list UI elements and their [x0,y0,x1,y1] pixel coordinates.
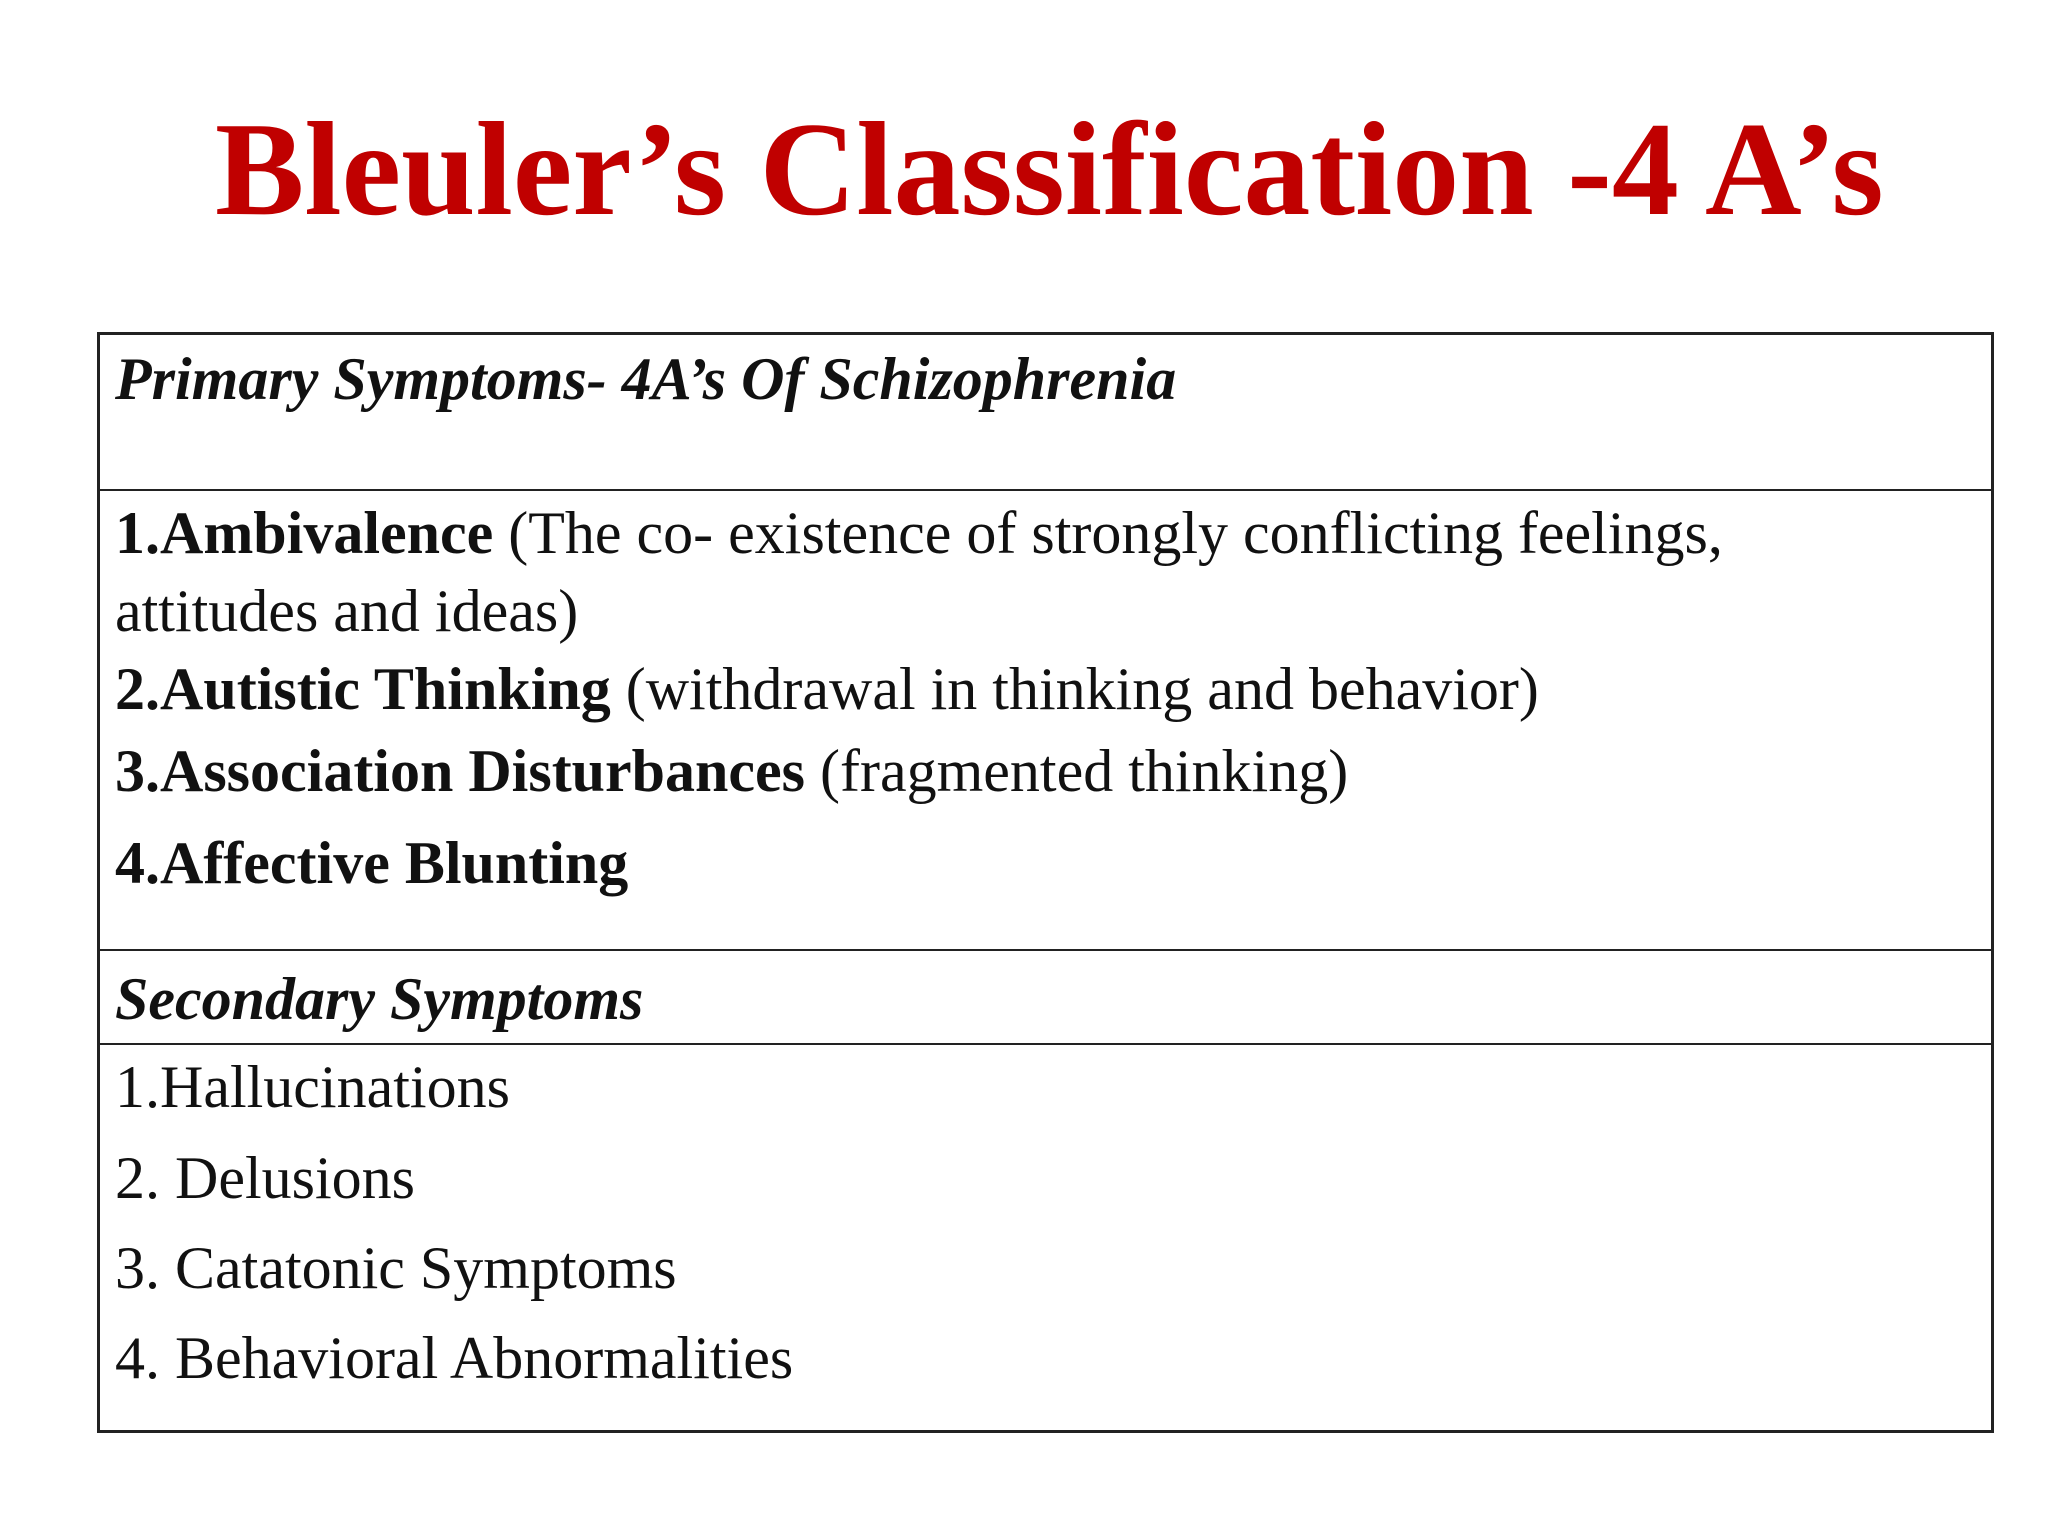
list-item-delusions: 2. Delusions [115,1145,415,1211]
item-term: 3.Association Disturbances [115,738,806,804]
secondary-symptoms-header: Secondary Symptoms [115,966,644,1032]
list-item-behavioral-abnormalities: 4. Behavioral Abnormalities [115,1325,794,1391]
item-description: (fragmented thinking) [805,738,1349,804]
list-item-affective-blunting [115,830,629,896]
item-term: 4.Affective Blunting [115,830,629,896]
item-term: 2.Autistic Thinking [115,656,611,722]
item-description: (The co- existence of strongly conflicting feelings, [493,500,1723,566]
list-item-autistic-thinking [115,656,1539,722]
list-item-hallucinations: 1.Hallucinations [115,1054,510,1120]
primary-symptoms-header: Primary Symptoms- 4A’s Of Schizophrenia [115,346,1177,412]
secondary-items-row [100,1043,1991,1435]
secondary-header-row [100,949,1991,1045]
item-description: (withdrawal in thinking and behavior) [610,656,1539,722]
list-item-ambivalence-continued: attitudes and ideas) [115,578,579,644]
symptoms-table [97,332,1994,1433]
list-item-association-disturbances [115,738,1349,804]
slide-title: Bleuler’s Classification -4 A’s [215,95,1884,243]
primary-items-row [100,489,1991,951]
primary-header-row [100,335,1991,489]
list-item-catatonic-symptoms: 3. Catatonic Symptoms [115,1235,677,1301]
item-term: 1.Ambivalence [115,500,494,566]
list-item-ambivalence [115,500,1723,566]
